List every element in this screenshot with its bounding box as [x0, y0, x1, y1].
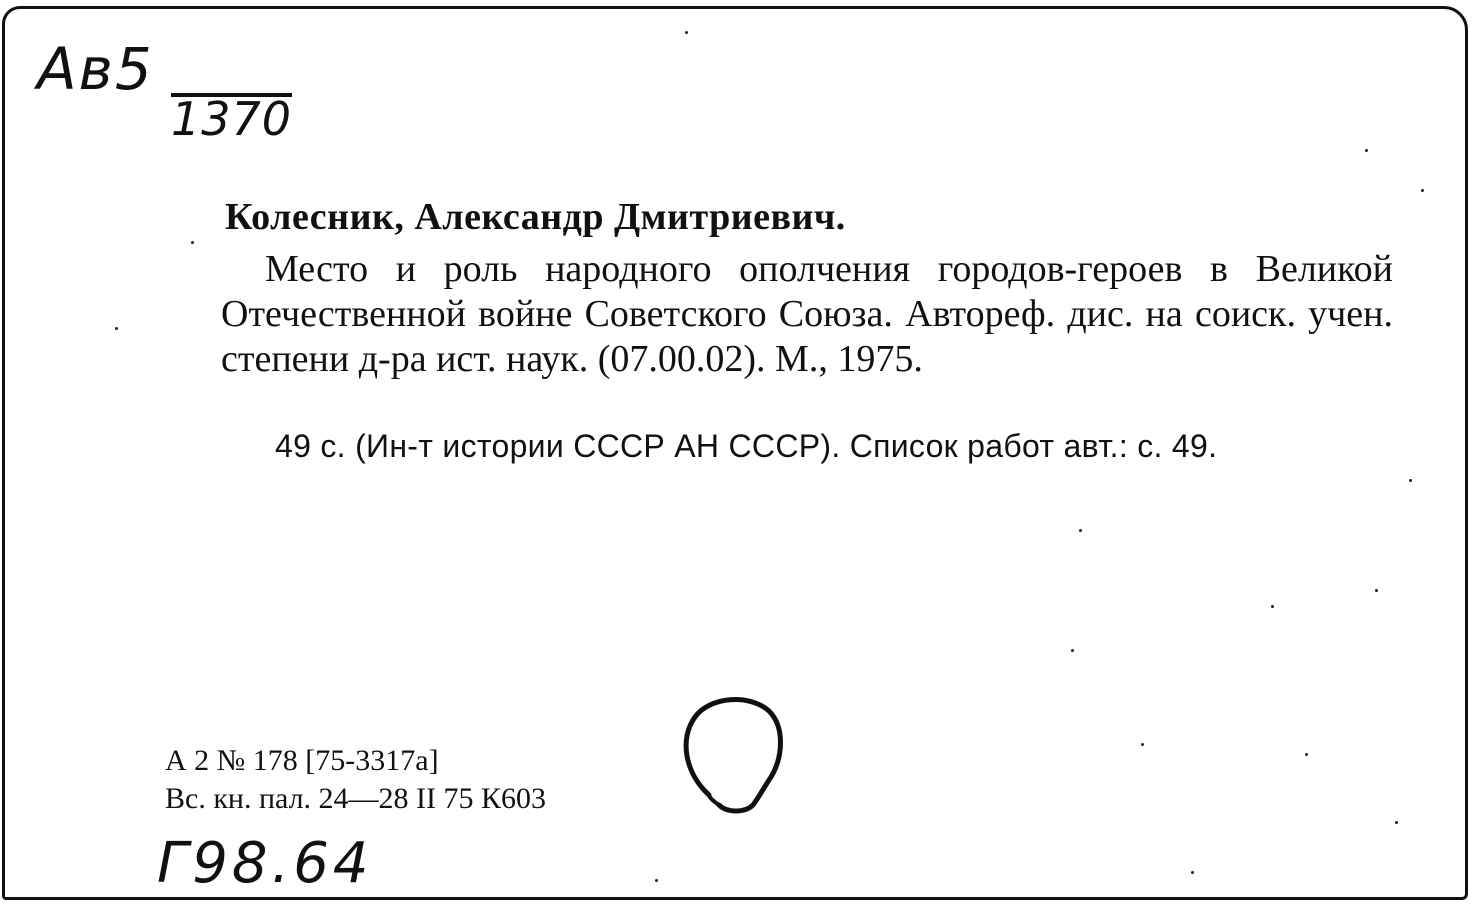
scan-speck	[655, 879, 658, 882]
scan-speck	[1375, 589, 1378, 592]
scan-speck	[1191, 871, 1194, 874]
handwritten-classification-code: Г98.64	[157, 831, 373, 896]
scan-speck	[1271, 605, 1274, 608]
scan-speck	[191, 241, 194, 244]
scan-speck	[685, 31, 688, 34]
print-info-line-1: А 2 № 178 [75-3317а]	[165, 744, 439, 777]
author-heading: Колесник, Александр Дмитриевич.	[225, 196, 846, 238]
scan-speck	[1395, 821, 1398, 824]
scan-speck	[1141, 743, 1144, 746]
pages-note: 49 с. (Ин-т истории СССР АН СССР). Список работ авт.: с. 49.	[275, 428, 1218, 464]
catalog-card	[2, 6, 1468, 900]
title-description: Место и роль народного ополчения городов-героев в Великой Отечественной войне Советского Союза. Автореф. дис. на соиск. учен. степени д-ра ист. наук. (07.00.02). М., 1975.	[221, 248, 1393, 380]
scan-speck	[1409, 479, 1412, 482]
shelf-number-handwritten: 1370	[171, 92, 293, 146]
scan-speck	[1071, 649, 1074, 652]
scan-speck	[115, 327, 118, 330]
shelf-mark-handwritten: Ав5	[37, 35, 154, 103]
scan-speck	[1365, 149, 1368, 152]
print-info-line-2: Вс. кн. пал. 24—28 II 75 К603	[165, 782, 547, 815]
scan-speck	[1421, 189, 1424, 192]
library-stamp-icon	[679, 687, 789, 817]
scan-speck	[1079, 529, 1082, 532]
scan-speck	[1305, 753, 1308, 756]
